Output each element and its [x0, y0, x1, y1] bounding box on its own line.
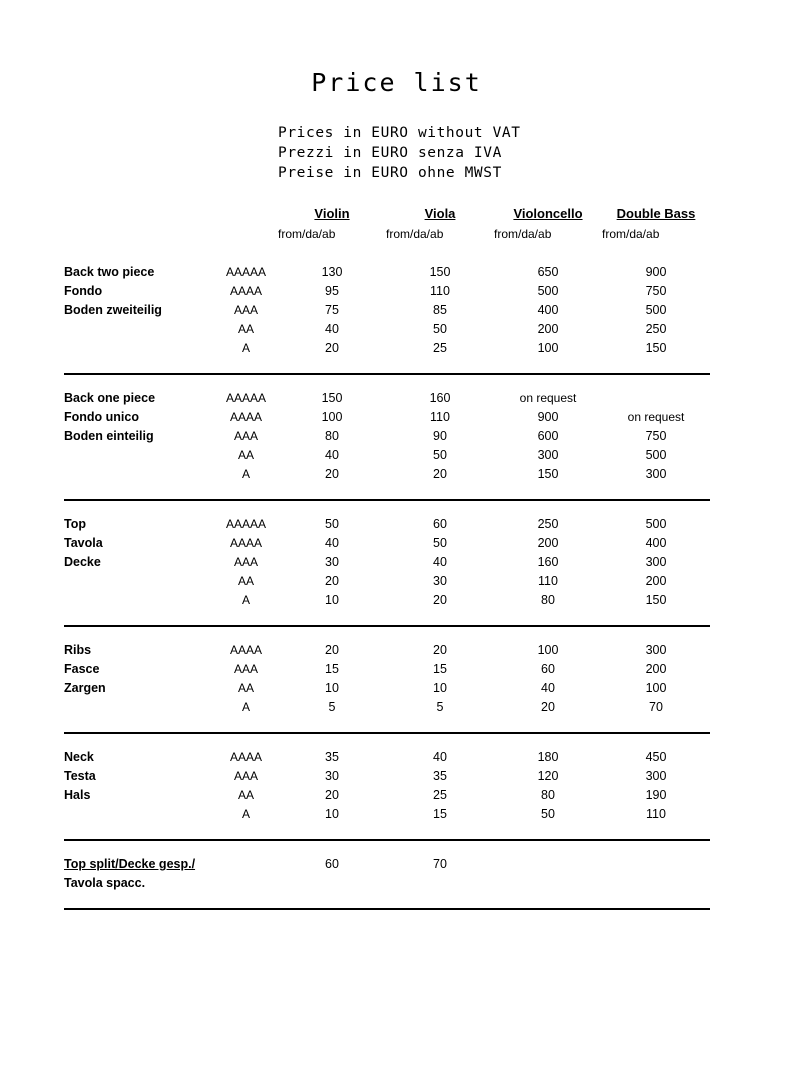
cell-violin: 10	[325, 807, 339, 821]
cell-violoncello: 900	[537, 410, 559, 424]
row-grade: AAA	[233, 769, 258, 783]
spacer	[64, 358, 710, 372]
spacer	[64, 626, 710, 641]
cell-violoncello: 180	[537, 750, 559, 764]
row-grade: A	[241, 467, 250, 481]
header-spacer-grade	[214, 205, 278, 227]
cell-violoncello: 150	[537, 467, 559, 481]
spacer	[64, 610, 710, 624]
row-grade: AAAAA	[225, 391, 267, 405]
column-header-violin-label: Violin	[314, 206, 350, 221]
row-grade: AAA	[233, 662, 258, 676]
table-row	[64, 660, 710, 679]
cell-violoncello: 100	[537, 341, 559, 355]
row-grade: AA	[237, 788, 254, 802]
cell-viola: 70	[433, 857, 447, 871]
table-row	[64, 389, 710, 408]
row-label	[64, 320, 214, 339]
row-grade: AAAA	[229, 284, 262, 298]
cell-viola: 85	[433, 303, 447, 317]
cell-viola: 20	[433, 593, 447, 607]
cell-violoncello: on request	[519, 391, 577, 405]
table-row	[64, 339, 710, 358]
table-row	[64, 446, 710, 465]
cell-double-bass: 450	[645, 750, 667, 764]
row-label: Boden einteilig	[64, 429, 154, 443]
row-grade: AAAA	[229, 750, 262, 764]
cell-violin: 10	[325, 681, 339, 695]
table-row	[64, 465, 710, 484]
cell-double-bass: 300	[645, 467, 667, 481]
spacer	[64, 893, 710, 907]
cell-double-bass: 500	[645, 303, 667, 317]
cell-violin: 20	[325, 341, 339, 355]
row-label: Tavola	[64, 536, 103, 550]
cell-viola: 25	[433, 788, 447, 802]
subheader-spacer-grade	[214, 227, 278, 249]
cell-double-bass: 100	[645, 681, 667, 695]
table-subheader-row	[64, 227, 710, 249]
cell-violoncello: 50	[541, 807, 555, 821]
cell-double-bass: 500	[645, 517, 667, 531]
cell-violoncello	[494, 855, 602, 874]
cell-violin: 5	[328, 700, 336, 714]
cell-viola: 50	[433, 448, 447, 462]
final-row-cell-empty-2	[386, 874, 494, 893]
cell-double-bass: 300	[645, 643, 667, 657]
cell-violin: 150	[321, 391, 343, 405]
final-row-cell-empty-1	[278, 874, 386, 893]
table-row	[64, 515, 710, 534]
row-grade: AA	[237, 448, 254, 462]
cell-double-bass: 300	[645, 769, 667, 783]
table-row	[64, 282, 710, 301]
cell-double-bass: 500	[645, 448, 667, 462]
cell-viola: 20	[433, 467, 447, 481]
cell-double-bass: 150	[645, 593, 667, 607]
cell-viola: 30	[433, 574, 447, 588]
cell-violin: 20	[325, 574, 339, 588]
cell-violoncello: 600	[537, 429, 559, 443]
row-label: Neck	[64, 750, 94, 764]
row-label	[64, 591, 214, 610]
row-label: Testa	[64, 769, 96, 783]
row-grade: AAA	[233, 429, 258, 443]
cell-violin: 35	[325, 750, 339, 764]
row-label: Decke	[64, 555, 101, 569]
cell-violoncello: 120	[537, 769, 559, 783]
cell-double-bass	[602, 855, 710, 874]
column-header-viola-label: Viola	[424, 206, 456, 221]
cell-violoncello: 200	[537, 536, 559, 550]
final-row-grade-empty	[214, 874, 278, 893]
table-row	[64, 553, 710, 572]
table-row	[64, 427, 710, 446]
cell-violin: 30	[325, 769, 339, 783]
cell-viola: 25	[433, 341, 447, 355]
cell-violoncello: 100	[537, 643, 559, 657]
cell-viola: 40	[433, 750, 447, 764]
row-label: Boden zweiteilig	[64, 303, 162, 317]
cell-double-bass: 900	[645, 265, 667, 279]
cell-viola: 90	[433, 429, 447, 443]
cell-double-bass: 750	[645, 429, 667, 443]
cell-viola: 15	[433, 662, 447, 676]
cell-violin: 75	[325, 303, 339, 317]
column-subheader-violin: from/da/ab	[278, 227, 336, 241]
spacer	[64, 249, 710, 263]
row-grade: AA	[237, 681, 254, 695]
cell-violoncello: 110	[538, 574, 558, 588]
cell-violin: 95	[325, 284, 339, 298]
cell-violin: 40	[325, 322, 339, 336]
price-list-page	[0, 68, 793, 1092]
cell-violin: 60	[325, 857, 339, 871]
cell-violin: 80	[325, 429, 339, 443]
table-row	[64, 786, 710, 805]
cell-violin: 20	[325, 788, 339, 802]
cell-double-bass: 150	[645, 341, 667, 355]
row-grade: AAAA	[229, 643, 262, 657]
table-row	[64, 534, 710, 553]
cell-viola: 20	[433, 643, 447, 657]
cell-double-bass: 300	[645, 555, 667, 569]
price-table	[64, 205, 710, 910]
table-row	[64, 591, 710, 610]
cell-double-bass: 250	[645, 322, 667, 336]
spacer	[64, 717, 710, 731]
cell-double-bass: 200	[645, 574, 667, 588]
cell-violoncello: 160	[537, 555, 559, 569]
cell-violoncello: 20	[541, 700, 555, 714]
row-label: Top	[64, 517, 86, 531]
cell-double-bass: 190	[645, 788, 667, 802]
row-grade: AA	[237, 322, 254, 336]
row-label	[64, 698, 214, 717]
row-grade: AAA	[233, 555, 258, 569]
cell-violoncello: 60	[541, 662, 555, 676]
row-grade: AAAAA	[225, 265, 267, 279]
cell-violoncello: 80	[541, 788, 555, 802]
cell-double-bass: 400	[645, 536, 667, 550]
cell-viola: 10	[433, 681, 447, 695]
cell-double-bass: 750	[645, 284, 667, 298]
cell-violin: 30	[325, 555, 339, 569]
row-grade: A	[241, 341, 250, 355]
row-label: Fondo	[64, 284, 103, 298]
table-row	[64, 874, 710, 893]
table-row	[64, 320, 710, 339]
column-header-violoncello-label: Violoncello	[513, 206, 583, 221]
column-header-violin	[278, 205, 386, 227]
row-grade: AAAA	[229, 410, 262, 424]
spacer	[64, 484, 710, 498]
cell-violin: 130	[321, 265, 343, 279]
final-row-label-line2: Tavola spacc.	[64, 876, 146, 890]
row-label: Zargen	[64, 681, 106, 695]
final-row-label-line1: Top split/Decke gesp./	[64, 857, 196, 871]
spacer	[64, 824, 710, 838]
column-header-violoncello	[494, 205, 602, 227]
table-row	[64, 698, 710, 717]
table-row	[64, 767, 710, 786]
row-grade: AAAA	[229, 536, 262, 550]
table-row	[64, 679, 710, 698]
subtitle-line-it: Prezzi in EURO senza IVA	[278, 145, 502, 161]
row-label	[64, 339, 214, 358]
bottom-divider	[64, 907, 710, 909]
cell-viola: 15	[433, 807, 447, 821]
cell-violoncello: 40	[541, 681, 555, 695]
spacer	[64, 840, 710, 855]
page-title: Price list	[311, 68, 482, 97]
table-row	[64, 855, 710, 874]
cell-violin: 20	[325, 643, 339, 657]
cell-viola: 40	[433, 555, 447, 569]
final-row-grade	[214, 855, 278, 874]
spacer	[64, 733, 710, 748]
spacer	[64, 500, 710, 515]
cell-double-bass: 70	[649, 700, 663, 714]
row-grade: A	[241, 593, 250, 607]
cell-violoncello: 650	[537, 265, 559, 279]
column-subheader-double-bass: from/da/ab	[602, 227, 660, 241]
cell-viola: 110	[430, 284, 450, 298]
cell-violin: 40	[325, 536, 339, 550]
cell-double-bass: on request	[627, 410, 685, 424]
column-header-viola	[386, 205, 494, 227]
cell-violoncello: 500	[537, 284, 559, 298]
row-grade: AA	[237, 574, 254, 588]
header-spacer-label	[64, 205, 214, 227]
cell-violoncello: 300	[537, 448, 559, 462]
cell-violoncello: 250	[537, 517, 559, 531]
table-row	[64, 805, 710, 824]
cell-double-bass	[602, 389, 710, 408]
cell-violoncello: 80	[541, 593, 555, 607]
cell-violoncello: 400	[537, 303, 559, 317]
row-label: Hals	[64, 788, 91, 802]
row-label	[64, 465, 214, 484]
cell-viola: 35	[433, 769, 447, 783]
row-grade: A	[241, 807, 250, 821]
cell-violin: 20	[325, 467, 339, 481]
table-row	[64, 263, 710, 282]
cell-violin: 50	[325, 517, 339, 531]
cell-viola: 110	[430, 410, 450, 424]
table-row	[64, 408, 710, 427]
table-row	[64, 301, 710, 320]
row-grade: A	[241, 700, 250, 714]
cell-violin: 10	[325, 593, 339, 607]
table-row	[64, 748, 710, 767]
row-grade: AAAAA	[225, 517, 267, 531]
cell-viola: 60	[433, 517, 447, 531]
subtitle-line-en: Prices in EURO without VAT	[278, 125, 521, 141]
row-grade: AAA	[233, 303, 258, 317]
subtitle-line-de: Preise in EURO ohne MWST	[278, 165, 502, 181]
cell-viola: 160	[429, 391, 451, 405]
column-subheader-violoncello: from/da/ab	[494, 227, 552, 241]
row-label	[64, 572, 214, 591]
final-row-cell-empty-3	[494, 874, 602, 893]
cell-viola: 50	[433, 322, 447, 336]
cell-violin: 100	[321, 410, 343, 424]
cell-viola: 150	[429, 265, 451, 279]
cell-violin: 15	[325, 662, 339, 676]
column-header-double-bass-label: Double Bass	[616, 206, 696, 221]
table-row	[64, 641, 710, 660]
spacer	[64, 374, 710, 389]
final-row-cell-empty-4	[602, 874, 710, 893]
row-label	[64, 805, 214, 824]
row-label: Fondo unico	[64, 410, 139, 424]
cell-double-bass: 110	[646, 807, 666, 821]
subheader-spacer-label	[64, 227, 214, 249]
column-subheader-viola: from/da/ab	[386, 227, 444, 241]
row-label: Ribs	[64, 643, 92, 657]
subtitle-block	[0, 123, 793, 183]
column-header-double-bass	[602, 205, 710, 227]
cell-double-bass: 200	[645, 662, 667, 676]
row-label: Back two piece	[64, 265, 155, 279]
table-row	[64, 572, 710, 591]
cell-viola: 50	[433, 536, 447, 550]
row-label: Fasce	[64, 662, 100, 676]
cell-viola: 5	[436, 700, 444, 714]
cell-violoncello: 200	[537, 322, 559, 336]
table-header-row	[64, 205, 710, 227]
row-label	[64, 446, 214, 465]
cell-violin: 40	[325, 448, 339, 462]
row-label: Back one piece	[64, 391, 156, 405]
